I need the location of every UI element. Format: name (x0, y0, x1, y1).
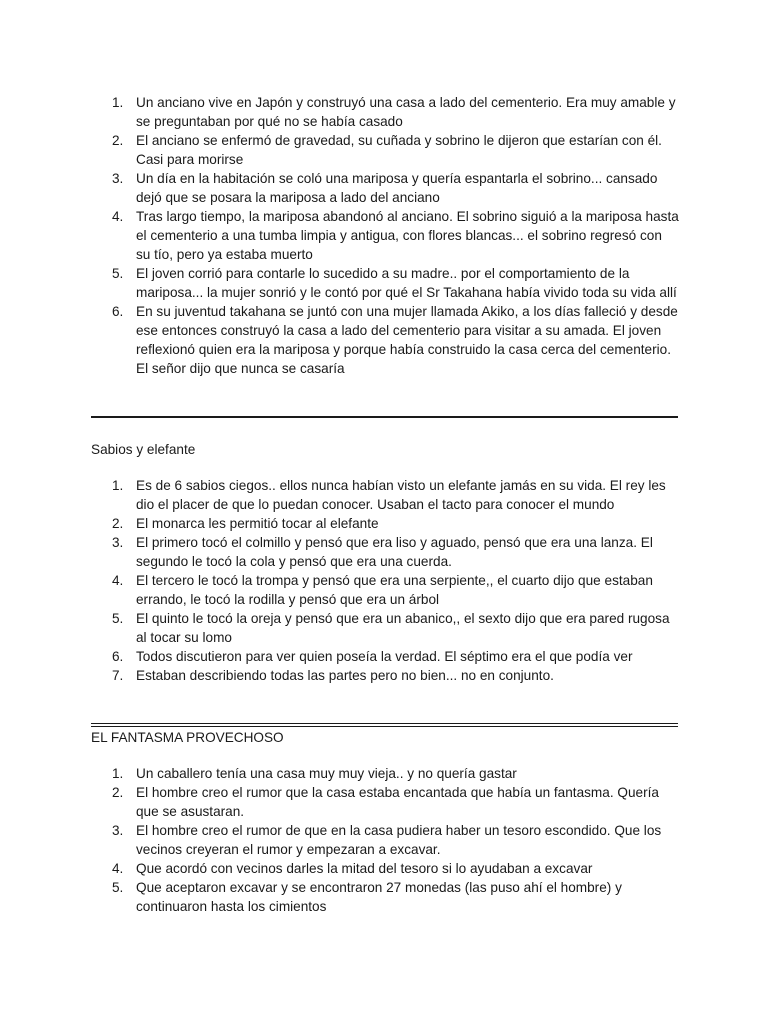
list-item: 5. Que aceptaron excavar y se encontraron 27 monedas (las puso ahí el hombre) y continuaron hasta los cimientos (112, 880, 622, 914)
list-item-text: Un anciano vive en Japón y construyó una casa a lado del cementerio. Era muy amable y se preguntaban por qué no se había casado (136, 95, 676, 129)
list-item: 1. Es de 6 sabios ciegos.. ellos nunca habían visto un elefante jamás en su vida. El rey les dio el placer de que lo puedan conocer. Usaban el tacto para conocer el mundo (112, 478, 666, 512)
list-item: 5. El joven corrió para contarle lo sucedido a su madre.. por el comportamiento de la mariposa... la mujer sonrió y le contó por qué el Sr Takahana había vivido toda su vida allí (112, 266, 677, 300)
list-item: 1. Un caballero tenía una casa muy muy vieja.. y no quería gastar (112, 766, 517, 781)
story-3-section (91, 764, 679, 916)
section-3-title: EL FANTASMA PROVECHOSO (91, 730, 284, 745)
list-item: 2. El anciano se enfermó de gravedad, su cuñada y sobrino le dijeron que estarían con él. Casi para morirse (112, 133, 662, 167)
list-item-text: El primero tocó el colmillo y pensó que era liso y aguado, pensó que era una lanza. El segundo le tocó la cola y pensó que era una cuerda. (136, 535, 653, 569)
section-2-title: Sabios y elefante (91, 442, 196, 457)
list-item-text: El hombre creo el rumor que la casa estaba encantada que había un fantasma. Quería que se asustaran. (136, 785, 659, 819)
list-item: 4. Que acordó con vecinos darles la mitad del tesoro si lo ayudaban a excavar (112, 861, 593, 876)
list-item-text: En su juventud takahana se juntó con una mujer llamada Akiko, a los días falleció y desde ese entonces construyó la casa a lado del cementerio para visitar a su amada. El joven reflexionó quien era la mariposa y porque había construido la casa cerca del cementerio. El señor dijo que nunca se casaría (136, 304, 678, 376)
list-item-text: El tercero le tocó la trompa y pensó que era una serpiente,, el cuarto dijo que estaban errando, le tocó la rodilla y pensó que era un árbol (136, 573, 653, 607)
story-1-list (91, 93, 679, 378)
list-item-text: Es de 6 sabios ciegos.. ellos nunca habían visto un elefante jamás en su vida. El rey les dio el placer de que lo puedan conocer. Usaban el tacto para conocer el mundo (136, 478, 666, 512)
list-item-text: Estaban describiendo todas las partes pero no bien... no en conjunto. (136, 668, 554, 683)
story-1-section (91, 93, 679, 378)
list-item-text: Todos discutieron para ver quien poseía la verdad. El séptimo era el que podía ver (136, 649, 633, 664)
list-item: 4. El tercero le tocó la trompa y pensó que era una serpiente,, el cuarto dijo que estaban errando, le tocó la rodilla y pensó que era un árbol (112, 573, 653, 607)
section-divider (91, 723, 678, 727)
list-item: 6. Todos discutieron para ver quien poseía la verdad. El séptimo era el que podía ver (112, 649, 633, 664)
list-item: 5. El quinto le tocó la oreja y pensó que era un abanico,, el sexto dijo que era pared rugosa al tocar su lomo (112, 611, 670, 645)
list-item: 7. Estaban describiendo todas las partes pero no bien... no en conjunto. (112, 668, 554, 683)
list-item: 3. El primero tocó el colmillo y pensó que era liso y aguado, pensó que era una lanza. El segundo le tocó la cola y pensó que era una cuerda. (112, 535, 653, 569)
list-item: 2. El monarca les permitió tocar al elefante (112, 516, 379, 531)
section-divider (91, 416, 678, 418)
list-item: 6. En su juventud takahana se juntó con una mujer llamada Akiko, a los días falleció y desde ese entonces construyó la casa a lado del cementerio para visitar a su amada. El joven reflexionó quien era la mariposa y porque había construido la casa cerca del cementerio. El señor dijo que nunca se casaría (112, 304, 678, 376)
list-item-text: Que acordó con vecinos darles la mitad del tesoro si lo ayudaban a excavar (136, 861, 593, 876)
list-item: 3. Un día en la habitación se coló una mariposa y quería espantarla el sobrino... cansado dejó que se posara la mariposa a lado del anciano (112, 171, 658, 205)
list-item-text: Que aceptaron excavar y se encontraron 27 monedas (las puso ahí el hombre) y continuaron hasta los cimientos (136, 880, 622, 914)
list-item: 2. El hombre creo el rumor que la casa estaba encantada que había un fantasma. Quería que se asustaran. (112, 785, 659, 819)
list-item-text: Un caballero tenía una casa muy muy vieja.. y no quería gastar (136, 766, 517, 781)
list-item: 3. El hombre creo el rumor de que en la casa pudiera haber un tesoro escondido. Que los vecinos creyeran el rumor y empezaran a excavar. (112, 823, 662, 857)
list-item-text: Un día en la habitación se coló una mariposa y quería espantarla el sobrino... cansado dejó que se posara la mariposa a lado del anciano (136, 171, 658, 205)
story-2-section (91, 476, 679, 685)
list-item-text: El quinto le tocó la oreja y pensó que era un abanico,, el sexto dijo que era pared rugosa al tocar su lomo (136, 611, 670, 645)
list-item-text: El hombre creo el rumor de que en la casa pudiera haber un tesoro escondido. Que los vecinos creyeran el rumor y empezaran a excavar. (136, 823, 662, 857)
list-item-text: El anciano se enfermó de gravedad, su cuñada y sobrino le dijeron que estarían con él. Casi para morirse (136, 133, 662, 167)
list-item: 1. Un anciano vive en Japón y construyó una casa a lado del cementerio. Era muy amable y se preguntaban por qué no se había casado (112, 95, 676, 129)
story-3-list (91, 764, 679, 916)
story-2-list (91, 476, 679, 685)
list-item-text: El joven corrió para contarle lo sucedido a su madre.. por el comportamiento de la mariposa... la mujer sonrió y le contó por qué el Sr Takahana había vivido toda su vida allí (136, 266, 677, 300)
list-item-text: Tras largo tiempo, la mariposa abandonó al anciano. El sobrino siguió a la mariposa hasta el cementerio a una tumba limpia y antigua, con flores blancas... el sobrino regresó con su tío, pero ya estaba muerto (136, 209, 679, 262)
list-item: 4. Tras largo tiempo, la mariposa abandonó al anciano. El sobrino siguió a la mariposa hasta el cementerio a una tumba limpia y antigua, con flores blancas... el sobrino regresó con su tío, pero ya estaba muerto (112, 209, 679, 262)
list-item-text: El monarca les permitió tocar al elefante (136, 516, 379, 531)
